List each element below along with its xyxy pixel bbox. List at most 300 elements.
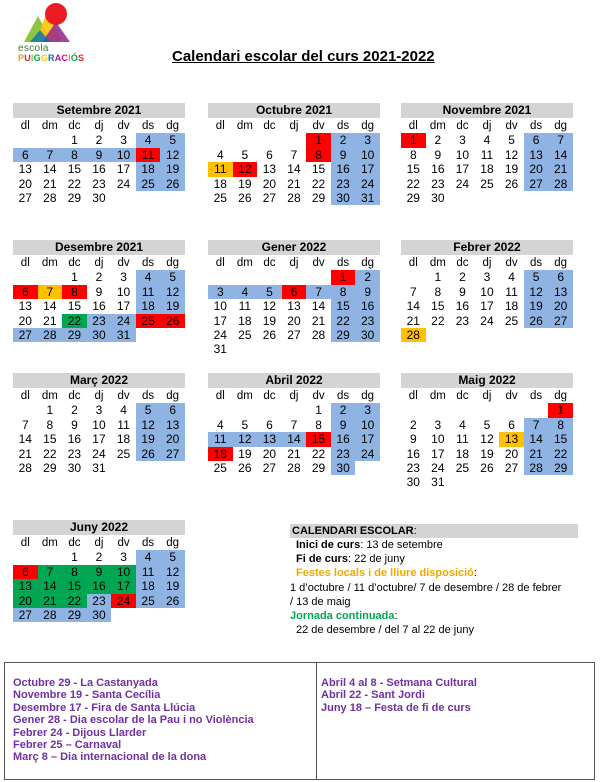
weekday-header: dc bbox=[68, 120, 81, 132]
day-cell: 17 bbox=[431, 446, 445, 461]
day-cell: 1 bbox=[548, 403, 573, 417]
weekday-header: dv bbox=[505, 120, 518, 132]
day-cell: 6 bbox=[266, 417, 273, 432]
day-cell: 20 bbox=[548, 299, 573, 313]
day-cell: 4 bbox=[136, 133, 161, 147]
day-cell: 22 bbox=[431, 313, 445, 328]
day-cell: 28 bbox=[548, 177, 573, 191]
weekday-header: dv bbox=[505, 390, 518, 402]
day-cell: 3 bbox=[120, 133, 127, 148]
day-cell: 22 bbox=[406, 176, 420, 191]
day-cell: 28 bbox=[287, 190, 301, 205]
day-cell: 29 bbox=[43, 460, 57, 475]
info-end-value: : 22 de juny bbox=[347, 553, 405, 566]
weekday-header: dl bbox=[215, 257, 225, 269]
day-cell: 2 bbox=[434, 133, 442, 148]
day-cell: 24 bbox=[355, 177, 380, 191]
info-jornada bbox=[290, 609, 578, 623]
weekday-header: dl bbox=[20, 120, 30, 132]
weekday-header: dm bbox=[41, 120, 58, 132]
day-cell: 7 bbox=[21, 417, 29, 432]
empty-cell bbox=[233, 270, 258, 284]
day-cell: 25 bbox=[480, 176, 494, 191]
day-cell: 4 bbox=[136, 550, 161, 564]
day-cell: 19 bbox=[238, 446, 252, 461]
day-cell: 28 bbox=[38, 328, 63, 342]
day-cell: 27 bbox=[504, 460, 519, 475]
day-cell: 2 bbox=[331, 403, 356, 417]
month-10 bbox=[13, 520, 185, 622]
day-cell: 14 bbox=[406, 299, 420, 314]
day-cell: 16 bbox=[87, 579, 112, 593]
day-cell: 10 bbox=[111, 565, 136, 579]
empty-cell bbox=[401, 270, 426, 284]
day-cell: 11 bbox=[136, 285, 161, 299]
day-cell: 14 bbox=[18, 432, 32, 447]
day-cell: 5 bbox=[508, 133, 515, 148]
month-title: Març 2022 bbox=[13, 373, 185, 388]
day-cell: 8 bbox=[331, 285, 356, 299]
day-cell: 15 bbox=[406, 162, 420, 177]
day-cell: 7 bbox=[548, 133, 573, 147]
day-cell: 19 bbox=[524, 299, 549, 313]
month-grid bbox=[208, 256, 380, 357]
day-cell: 2 bbox=[95, 133, 103, 148]
day-cell: 20 bbox=[504, 446, 519, 461]
day-cell: 9 bbox=[409, 432, 417, 447]
day-cell: 26 bbox=[480, 460, 494, 475]
day-cell: 27 bbox=[524, 177, 549, 191]
day-cell: 8 bbox=[409, 147, 417, 162]
day-cell: 18 bbox=[136, 162, 161, 176]
day-cell: 14 bbox=[548, 148, 573, 162]
day-cell: 10 bbox=[355, 148, 380, 162]
day-cell: 22 bbox=[331, 314, 356, 328]
day-cell: 30 bbox=[431, 190, 445, 205]
day-cell: 13 bbox=[287, 299, 301, 314]
day-cell: 24 bbox=[111, 594, 136, 608]
day-cell: 30 bbox=[92, 190, 106, 205]
day-cell: 9 bbox=[355, 285, 380, 299]
day-cell: 3 bbox=[120, 270, 127, 285]
empty-cell bbox=[13, 133, 38, 147]
day-cell: 21 bbox=[43, 176, 57, 191]
day-cell: 30 bbox=[331, 191, 356, 205]
weekday-header: ds bbox=[530, 390, 543, 402]
day-cell: 24 bbox=[480, 313, 494, 328]
day-cell: 4 bbox=[136, 270, 161, 284]
day-cell: 21 bbox=[38, 594, 63, 608]
weekday-header: ds bbox=[337, 120, 350, 132]
day-cell: 14 bbox=[524, 432, 549, 446]
day-cell: 18 bbox=[504, 299, 519, 314]
day-cell: 6 bbox=[13, 285, 38, 299]
month-grid bbox=[13, 389, 185, 475]
day-cell: 5 bbox=[136, 403, 161, 417]
day-cell: 17 bbox=[116, 162, 131, 177]
day-cell: 10 bbox=[355, 418, 380, 432]
day-cell: 1 bbox=[331, 270, 356, 284]
day-cell: 15 bbox=[548, 432, 573, 446]
empty-cell bbox=[38, 133, 63, 147]
day-cell: 31 bbox=[92, 460, 106, 475]
day-cell: 12 bbox=[504, 147, 519, 162]
day-cell: 23 bbox=[406, 460, 420, 475]
day-cell: 14 bbox=[282, 432, 307, 446]
day-cell: 24 bbox=[92, 446, 106, 461]
month-9 bbox=[401, 373, 573, 490]
weekday-header: ds bbox=[142, 257, 155, 269]
info-jornada-value: 22 de desembre / del 7 al 22 de juny bbox=[296, 624, 474, 637]
day-cell: 18 bbox=[480, 162, 494, 177]
day-cell: 2 bbox=[355, 270, 380, 284]
weekday-header: ds bbox=[142, 390, 155, 402]
empty-cell bbox=[475, 403, 500, 417]
day-cell: 4 bbox=[120, 403, 127, 418]
day-cell: 12 bbox=[233, 432, 258, 446]
events-right-column bbox=[321, 677, 477, 714]
day-cell: 1 bbox=[434, 270, 442, 285]
event-item: Desembre 17 - Fira de Santa Llúcia bbox=[13, 701, 196, 714]
month-grid bbox=[13, 119, 185, 205]
day-cell: 20 bbox=[287, 313, 301, 328]
weekday-header: ds bbox=[337, 390, 350, 402]
day-cell: 29 bbox=[67, 190, 82, 205]
day-cell: 1 bbox=[315, 403, 322, 418]
day-cell: 30 bbox=[67, 460, 82, 475]
month-title: Octubre 2021 bbox=[208, 103, 380, 118]
day-cell: 4 bbox=[216, 147, 224, 162]
day-cell: 11 bbox=[480, 147, 494, 162]
day-cell: 15 bbox=[67, 299, 82, 314]
day-cell: 18 bbox=[116, 432, 131, 447]
day-cell: 29 bbox=[311, 460, 326, 475]
info-local-line1: 1 d’octubre / 11 d’octubre/ 7 de desembre / 28 de febrer bbox=[290, 581, 562, 594]
day-cell: 29 bbox=[548, 461, 573, 475]
day-cell: 11 bbox=[238, 299, 252, 314]
day-cell: 8 bbox=[62, 148, 87, 162]
empty-cell bbox=[426, 403, 451, 417]
day-cell: 16 bbox=[331, 432, 356, 446]
day-cell: 24 bbox=[431, 460, 445, 475]
day-cell: 10 bbox=[116, 284, 131, 299]
day-cell: 31 bbox=[431, 475, 445, 490]
day-cell: 23 bbox=[355, 314, 380, 328]
weekday-header: dg bbox=[361, 120, 375, 132]
weekday-header: dv bbox=[117, 257, 130, 269]
day-cell: 9 bbox=[331, 148, 356, 162]
day-cell: 31 bbox=[111, 328, 136, 342]
day-cell: 15 bbox=[331, 299, 356, 313]
day-cell: 14 bbox=[43, 162, 57, 177]
weekday-header: dg bbox=[361, 390, 375, 402]
day-cell: 3 bbox=[355, 133, 380, 147]
day-cell: 15 bbox=[62, 579, 87, 593]
day-cell: 22 bbox=[67, 176, 82, 191]
weekday-header: dc bbox=[456, 120, 469, 132]
day-cell: 9 bbox=[87, 565, 112, 579]
weekday-header: dc bbox=[263, 257, 276, 269]
weekday-header: dv bbox=[312, 390, 325, 402]
day-cell: 10 bbox=[111, 148, 136, 162]
weekday-header: dm bbox=[41, 390, 58, 402]
day-cell: 1 bbox=[71, 550, 78, 565]
day-cell: 16 bbox=[431, 162, 445, 177]
month-8 bbox=[208, 373, 380, 475]
day-cell: 11 bbox=[117, 417, 130, 432]
day-cell: 18 bbox=[136, 299, 161, 313]
day-cell: 22 bbox=[548, 447, 573, 461]
logo-shapes-icon bbox=[22, 2, 72, 44]
day-cell: 1 bbox=[46, 403, 54, 418]
empty-cell bbox=[306, 270, 331, 284]
weekday-header: dc bbox=[68, 257, 81, 269]
day-cell: 28 bbox=[311, 327, 326, 342]
info-end bbox=[290, 552, 578, 566]
weekday-header: dc bbox=[68, 390, 81, 402]
weekday-header: dl bbox=[215, 120, 225, 132]
day-cell: 27 bbox=[287, 327, 301, 342]
day-cell: 7 bbox=[290, 147, 298, 162]
empty-cell bbox=[450, 403, 475, 417]
weekday-header: dl bbox=[408, 390, 418, 402]
empty-cell bbox=[13, 270, 38, 284]
day-cell: 6 bbox=[524, 133, 549, 147]
day-cell: 17 bbox=[455, 162, 470, 177]
empty-cell bbox=[13, 550, 38, 564]
day-cell: 20 bbox=[262, 446, 277, 461]
month-6 bbox=[401, 240, 573, 342]
day-cell: 7 bbox=[524, 418, 549, 432]
day-cell: 12 bbox=[136, 418, 161, 432]
weekday-header: dg bbox=[166, 257, 180, 269]
weekday-header: dj bbox=[289, 120, 299, 132]
weekday-header: dm bbox=[236, 120, 253, 132]
day-cell: 16 bbox=[92, 299, 106, 314]
weekday-header: dm bbox=[236, 257, 253, 269]
day-cell: 2 bbox=[331, 133, 356, 147]
weekday-header: dv bbox=[117, 120, 130, 132]
day-cell: 22 bbox=[43, 446, 57, 461]
day-cell: 10 bbox=[431, 432, 445, 447]
weekday-header: dl bbox=[408, 257, 418, 269]
day-cell: 22 bbox=[62, 594, 87, 608]
month-grid bbox=[13, 536, 185, 622]
day-cell: 18 bbox=[455, 446, 470, 461]
day-cell: 16 bbox=[92, 162, 106, 177]
day-cell: 25 bbox=[213, 190, 227, 205]
day-cell: 17 bbox=[355, 432, 380, 446]
day-cell: 9 bbox=[95, 284, 103, 299]
day-cell: 25 bbox=[116, 446, 131, 461]
day-cell: 18 bbox=[238, 313, 252, 328]
day-cell: 27 bbox=[160, 447, 185, 461]
day-cell: 13 bbox=[548, 285, 573, 299]
day-cell: 18 bbox=[213, 176, 227, 191]
day-cell: 19 bbox=[504, 162, 519, 177]
day-cell: 11 bbox=[136, 565, 161, 579]
month-4 bbox=[13, 240, 185, 342]
weekday-header: dg bbox=[166, 390, 180, 402]
day-cell: 23 bbox=[331, 447, 356, 461]
day-cell: 8 bbox=[46, 417, 54, 432]
day-cell: 8 bbox=[306, 148, 331, 162]
day-cell: 11 bbox=[505, 284, 518, 299]
day-cell: 17 bbox=[92, 432, 106, 447]
day-cell: 24 bbox=[213, 327, 227, 342]
weekday-header: dj bbox=[94, 257, 104, 269]
weekday-header: dc bbox=[263, 120, 276, 132]
day-cell: 18 bbox=[136, 579, 161, 593]
weekday-header: dm bbox=[429, 390, 446, 402]
day-cell: 2 bbox=[95, 550, 103, 565]
day-cell: 14 bbox=[311, 299, 326, 314]
day-cell: 28 bbox=[287, 460, 301, 475]
event-item: Febrer 25 – Carnaval bbox=[13, 739, 122, 752]
day-cell: 11 bbox=[456, 432, 469, 447]
month-grid bbox=[13, 256, 185, 342]
day-cell: 19 bbox=[160, 579, 185, 593]
day-cell: 21 bbox=[524, 447, 549, 461]
month-title: Maig 2022 bbox=[401, 373, 573, 388]
day-cell: 7 bbox=[38, 285, 63, 299]
weekday-header: dg bbox=[166, 537, 180, 549]
day-cell: 9 bbox=[331, 418, 356, 432]
day-cell: 21 bbox=[311, 313, 326, 328]
day-cell: 5 bbox=[483, 417, 491, 432]
day-cell: 30 bbox=[87, 608, 112, 622]
day-cell: 19 bbox=[160, 162, 185, 176]
day-cell: 6 bbox=[548, 270, 573, 284]
month-title: Setembre 2021 bbox=[13, 103, 185, 118]
day-cell: 22 bbox=[311, 176, 326, 191]
day-cell: 23 bbox=[87, 314, 112, 328]
day-cell: 19 bbox=[136, 432, 161, 446]
day-cell: 30 bbox=[406, 475, 420, 490]
day-cell: 5 bbox=[160, 270, 185, 284]
info-start bbox=[290, 538, 578, 552]
day-cell: 13 bbox=[262, 162, 277, 177]
weekday-header: dl bbox=[20, 257, 30, 269]
empty-cell bbox=[401, 403, 426, 417]
day-cell: 6 bbox=[266, 147, 273, 162]
day-cell: 1 bbox=[71, 270, 78, 285]
weekday-header: dc bbox=[456, 390, 469, 402]
day-cell: 12 bbox=[262, 299, 277, 314]
day-cell: 13 bbox=[499, 432, 524, 446]
day-cell: 4 bbox=[483, 133, 491, 148]
weekday-header: dc bbox=[68, 537, 81, 549]
page-title: Calendari escolar del curs 2021-2022 bbox=[172, 48, 435, 65]
event-item: Octubre 29 - La Castanyada bbox=[13, 677, 158, 689]
weekday-header: dv bbox=[505, 257, 518, 269]
day-cell: 19 bbox=[160, 299, 185, 313]
info-header-colon: : bbox=[413, 525, 417, 537]
day-cell: 25 bbox=[136, 594, 161, 608]
day-cell: 25 bbox=[136, 177, 161, 191]
day-cell: 8 bbox=[62, 285, 87, 299]
day-cell: 29 bbox=[311, 190, 326, 205]
day-cell: 29 bbox=[406, 190, 420, 205]
day-cell: 19 bbox=[262, 313, 277, 328]
day-cell: 20 bbox=[18, 176, 32, 191]
info-jornada-label: Jornada continuada bbox=[290, 610, 395, 623]
day-cell: 6 bbox=[282, 285, 307, 299]
weekday-header: dj bbox=[94, 390, 104, 402]
day-cell: 8 bbox=[548, 418, 573, 432]
weekday-header: dm bbox=[429, 120, 446, 132]
day-cell: 5 bbox=[160, 133, 185, 147]
day-cell: 29 bbox=[62, 608, 87, 622]
day-cell: 8 bbox=[62, 565, 87, 579]
day-cell: 12 bbox=[480, 432, 494, 447]
day-cell: 13 bbox=[18, 299, 32, 314]
day-cell: 21 bbox=[43, 313, 57, 328]
weekday-header: dv bbox=[117, 537, 130, 549]
event-item: Abril 22 - Sant Jordi bbox=[321, 689, 425, 702]
event-item: Març 8 – Dia internacional de la dona bbox=[13, 751, 207, 764]
info-header bbox=[290, 524, 578, 538]
calendar-info-panel bbox=[290, 524, 578, 637]
day-cell: 3 bbox=[120, 550, 127, 565]
day-cell: 6 bbox=[13, 148, 38, 162]
day-cell: 12 bbox=[233, 162, 258, 176]
day-cell: 7 bbox=[290, 417, 298, 432]
day-cell: 22 bbox=[62, 314, 87, 328]
info-local-label: Festes locals i de lliure disposició bbox=[296, 567, 474, 580]
weekday-header: dg bbox=[554, 257, 568, 269]
day-cell: 15 bbox=[43, 432, 57, 447]
day-cell: 27 bbox=[548, 314, 573, 328]
day-cell: 23 bbox=[331, 177, 356, 191]
info-local-holidays bbox=[290, 566, 578, 580]
day-cell: 19 bbox=[238, 176, 252, 191]
day-cell: 10 bbox=[480, 284, 494, 299]
day-cell: 3 bbox=[459, 133, 466, 148]
weekday-header: dv bbox=[117, 390, 130, 402]
weekday-header: dc bbox=[263, 390, 276, 402]
weekday-header: dg bbox=[554, 120, 568, 132]
day-cell: 9 bbox=[434, 147, 442, 162]
info-end-label: Fi de curs bbox=[296, 553, 348, 566]
day-cell: 12 bbox=[160, 148, 185, 162]
weekday-header: ds bbox=[530, 257, 543, 269]
logo-text-escola: escola bbox=[18, 43, 49, 54]
weekday-header: dm bbox=[41, 537, 58, 549]
day-cell: 31 bbox=[213, 342, 227, 357]
weekday-header: ds bbox=[142, 120, 155, 132]
weekday-header: dm bbox=[41, 257, 58, 269]
month-5 bbox=[208, 240, 380, 357]
day-cell: 27 bbox=[262, 460, 277, 475]
day-cell: 3 bbox=[355, 403, 380, 417]
day-cell: 4 bbox=[233, 285, 258, 299]
day-cell: 17 bbox=[111, 579, 136, 593]
day-cell: 15 bbox=[311, 162, 326, 177]
day-cell: 25 bbox=[504, 313, 519, 328]
day-cell: 21 bbox=[287, 176, 301, 191]
day-cell: 13 bbox=[13, 579, 38, 593]
day-cell: 6 bbox=[13, 565, 38, 579]
day-cell: 24 bbox=[355, 447, 380, 461]
empty-cell bbox=[208, 270, 233, 284]
day-cell: 16 bbox=[67, 432, 82, 447]
day-cell: 27 bbox=[13, 328, 38, 342]
month-title: Abril 2022 bbox=[208, 373, 380, 388]
month-grid bbox=[401, 389, 573, 490]
month-title: Juny 2022 bbox=[13, 520, 185, 535]
month-title: Novembre 2021 bbox=[401, 103, 573, 118]
